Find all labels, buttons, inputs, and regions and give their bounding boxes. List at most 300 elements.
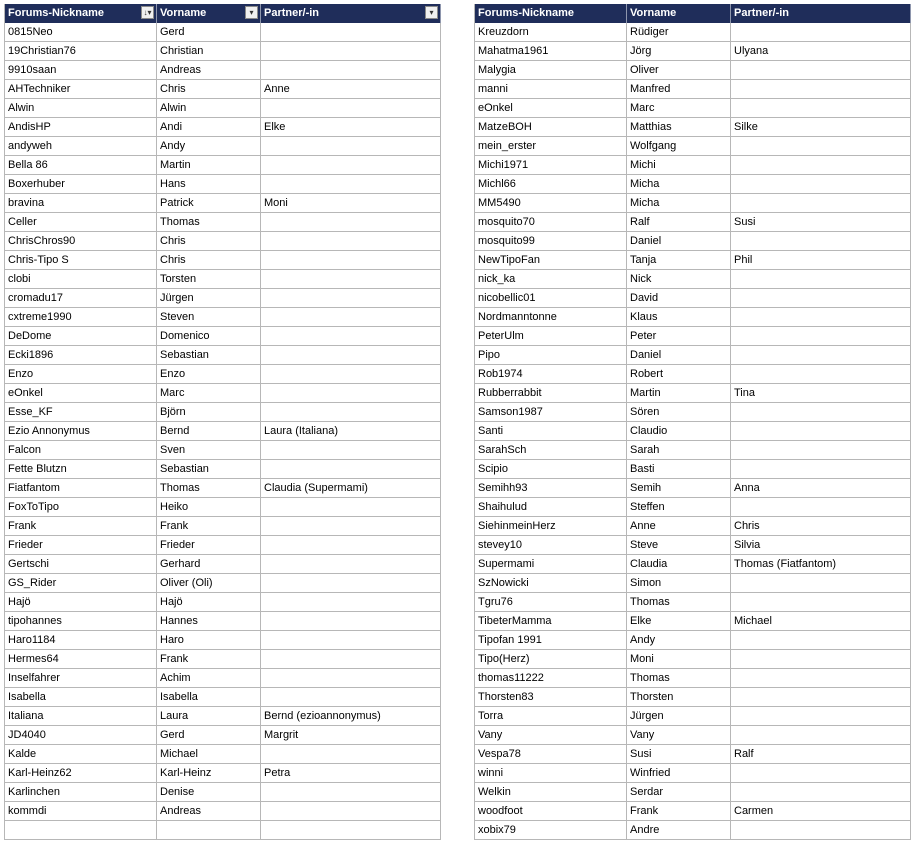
table-cell[interactable]	[731, 403, 911, 421]
table-cell[interactable]: Ulyana	[731, 42, 911, 60]
table-cell[interactable]	[731, 232, 911, 250]
table-row	[474, 384, 911, 403]
table-cell[interactable]: Claudio	[627, 422, 731, 440]
table-cell[interactable]: Semih	[627, 479, 731, 497]
table-cell[interactable]: Hans	[157, 175, 261, 193]
filter-dropdown-icon[interactable]: ▾	[245, 6, 258, 19]
right-table-body	[474, 23, 911, 840]
table-cell[interactable]	[731, 631, 911, 649]
table-row	[4, 669, 441, 688]
table-cell[interactable]: Silke	[731, 118, 911, 136]
table-cell[interactable]: Anne	[627, 517, 731, 535]
table-cell[interactable]	[731, 61, 911, 79]
table-cell[interactable]: Michael	[731, 612, 911, 630]
table-cell[interactable]: Nordmanntonne	[474, 308, 627, 326]
table-cell[interactable]: Thorsten	[627, 688, 731, 706]
table-cell[interactable]: Jürgen	[627, 707, 731, 725]
table-row	[474, 783, 911, 802]
header-cell[interactable]	[261, 4, 441, 23]
table-cell[interactable]: Susi	[627, 745, 731, 763]
table-cell[interactable]	[731, 308, 911, 326]
table-row	[474, 650, 911, 669]
table-cell[interactable]: Micha	[627, 194, 731, 212]
table-cell[interactable]: Martin	[627, 384, 731, 402]
header-label: Forums-Nickname	[478, 7, 574, 19]
table-cell[interactable]	[261, 536, 441, 554]
table-cell[interactable]	[261, 460, 441, 478]
table-cell[interactable]	[261, 213, 441, 231]
table-cell[interactable]	[731, 23, 911, 41]
table-cell[interactable]: FoxToTipo	[4, 498, 157, 516]
table-cell[interactable]: Jürgen	[157, 289, 261, 307]
table-cell[interactable]: Gerd	[157, 726, 261, 744]
sort-filter-icon[interactable]: ↓▾	[141, 6, 154, 19]
table-cell[interactable]: PeterUlm	[474, 327, 627, 345]
table-cell[interactable]	[731, 593, 911, 611]
table-cell[interactable]: Michi	[627, 156, 731, 174]
table-cell[interactable]	[261, 99, 441, 117]
table-cell[interactable]: tipohannes	[4, 612, 157, 630]
table-row	[4, 688, 441, 707]
table-cell[interactable]: Claudia	[627, 555, 731, 573]
table-cell[interactable]: Welkin	[474, 783, 627, 801]
table-cell[interactable]: SiehinmeinHerz	[474, 517, 627, 535]
table-row	[474, 802, 911, 821]
table-cell[interactable]: Boxerhuber	[4, 175, 157, 193]
table-cell[interactable]: Tina	[731, 384, 911, 402]
table-cell[interactable]: Achim	[157, 669, 261, 687]
table-cell[interactable]	[731, 441, 911, 459]
table-cell[interactable]: Andre	[627, 821, 731, 839]
table-cell[interactable]: Steven	[157, 308, 261, 326]
table-cell[interactable]: Domenico	[157, 327, 261, 345]
table-cell[interactable]: Chris	[157, 232, 261, 250]
table-cell[interactable]: Fiatfantom	[4, 479, 157, 497]
table-cell[interactable]: Hermes64	[4, 650, 157, 668]
table-cell[interactable]: Carmen	[731, 802, 911, 820]
table-cell[interactable]	[261, 308, 441, 326]
filter-dropdown-icon[interactable]: ▾	[425, 6, 438, 19]
table-cell[interactable]: Santi	[474, 422, 627, 440]
table-cell[interactable]: MM5490	[474, 194, 627, 212]
table-cell[interactable]: Thomas	[627, 593, 731, 611]
table-row	[4, 726, 441, 745]
table-cell[interactable]: Peter	[627, 327, 731, 345]
table-row	[474, 764, 911, 783]
table-cell[interactable]	[731, 726, 911, 744]
table-cell[interactable]: nicobellic01	[474, 289, 627, 307]
table-cell[interactable]: eOnkel	[474, 99, 627, 117]
table-row	[4, 251, 441, 270]
table-cell[interactable]: Sven	[157, 441, 261, 459]
table-cell[interactable]	[261, 346, 441, 364]
table-cell[interactable]	[731, 327, 911, 345]
table-cell[interactable]	[261, 156, 441, 174]
table-cell[interactable]: Ralf	[627, 213, 731, 231]
table-cell[interactable]: thomas11222	[474, 669, 627, 687]
table-cell[interactable]	[261, 555, 441, 573]
table-cell[interactable]	[261, 441, 441, 459]
table-cell[interactable]	[731, 422, 911, 440]
table-cell[interactable]	[261, 23, 441, 41]
table-cell[interactable]: woodfoot	[474, 802, 627, 820]
table-cell[interactable]: mosquito70	[474, 213, 627, 231]
table-cell[interactable]: 9910saan	[4, 61, 157, 79]
table-cell[interactable]: Frank	[627, 802, 731, 820]
table-cell[interactable]: Bella 86	[4, 156, 157, 174]
table-cell[interactable]	[731, 270, 911, 288]
table-cell[interactable]: Moni	[261, 194, 441, 212]
table-cell[interactable]: kommdi	[4, 802, 157, 820]
table-cell[interactable]: Frank	[4, 517, 157, 535]
table-cell[interactable]	[261, 593, 441, 611]
table-cell[interactable]: Enzo	[4, 365, 157, 383]
table-cell[interactable]: Anna	[731, 479, 911, 497]
table-cell[interactable]: Denise	[157, 783, 261, 801]
header-cell[interactable]	[157, 4, 261, 23]
table-cell[interactable]	[731, 80, 911, 98]
table-cell[interactable]: Tipo(Herz)	[474, 650, 627, 668]
table-row	[4, 99, 441, 118]
table-cell[interactable]: Simon	[627, 574, 731, 592]
table-cell[interactable]: Oliver (Oli)	[157, 574, 261, 592]
table-cell[interactable]: mein_erster	[474, 137, 627, 155]
header-label: Partner/-in	[734, 7, 790, 19]
table-cell[interactable]: GS_Rider	[4, 574, 157, 592]
table-cell[interactable]: Italiana	[4, 707, 157, 725]
table-cell[interactable]: Chris-Tipo S	[4, 251, 157, 269]
table-cell[interactable]: Ezio Annonymus	[4, 422, 157, 440]
table-cell[interactable]	[261, 688, 441, 706]
table-cell[interactable]: SarahSch	[474, 441, 627, 459]
table-cell[interactable]	[261, 384, 441, 402]
table-row	[4, 23, 441, 42]
table-cell[interactable]: Hajö	[4, 593, 157, 611]
table-cell[interactable]	[261, 137, 441, 155]
table-cell[interactable]: Moni	[627, 650, 731, 668]
table-cell[interactable]	[261, 783, 441, 801]
table-row	[4, 783, 441, 802]
table-cell[interactable]: Sarah	[627, 441, 731, 459]
table-row	[4, 612, 441, 631]
table-cell[interactable]: Laura (Italiana)	[261, 422, 441, 440]
table-cell[interactable]: mosquito99	[474, 232, 627, 250]
table-cell[interactable]: Frank	[157, 517, 261, 535]
table-cell[interactable]: Gertschi	[4, 555, 157, 573]
table-cell[interactable]: bravina	[4, 194, 157, 212]
table-cell[interactable]: Ecki1896	[4, 346, 157, 364]
table-cell[interactable]: Chris	[157, 80, 261, 98]
table-cell[interactable]: 19Christian76	[4, 42, 157, 60]
table-cell[interactable]	[261, 802, 441, 820]
table-cell[interactable]: Tipofan 1991	[474, 631, 627, 649]
table-cell[interactable]: Fette Blutzn	[4, 460, 157, 478]
table-cell[interactable]	[261, 232, 441, 250]
table-cell[interactable]: Oliver	[627, 61, 731, 79]
table-cell[interactable]	[261, 175, 441, 193]
table-cell[interactable]: Martin	[157, 156, 261, 174]
table-cell[interactable]: Matthias	[627, 118, 731, 136]
table-cell[interactable]	[731, 574, 911, 592]
table-cell[interactable]: Celler	[4, 213, 157, 231]
table-cell[interactable]	[731, 289, 911, 307]
table-cell[interactable]	[731, 460, 911, 478]
table-cell[interactable]	[261, 42, 441, 60]
table-cell[interactable]: andyweh	[4, 137, 157, 155]
table-cell[interactable]: Enzo	[157, 365, 261, 383]
table-cell[interactable]: David	[627, 289, 731, 307]
table-cell[interactable]: Jörg	[627, 42, 731, 60]
table-cell[interactable]	[731, 99, 911, 117]
table-row	[474, 631, 911, 650]
table-cell[interactable]: AHTechniker	[4, 80, 157, 98]
table-cell[interactable]: DeDome	[4, 327, 157, 345]
table-row	[474, 821, 911, 840]
table-cell[interactable]: Malygia	[474, 61, 627, 79]
table-cell[interactable]: Petra	[261, 764, 441, 782]
table-cell[interactable]: AndisHP	[4, 118, 157, 136]
table-row	[474, 23, 911, 42]
table-cell[interactable]	[261, 289, 441, 307]
table-cell[interactable]: Thomas	[157, 479, 261, 497]
table-cell[interactable]: Karl-Heinz62	[4, 764, 157, 782]
table-cell[interactable]: Inselfahrer	[4, 669, 157, 687]
table-cell[interactable]: Winfried	[627, 764, 731, 782]
table-cell[interactable]: Tgru76	[474, 593, 627, 611]
table-cell[interactable]	[261, 669, 441, 687]
table-cell[interactable]: Haro	[157, 631, 261, 649]
table-cell[interactable]	[731, 365, 911, 383]
table-cell[interactable]: Serdar	[627, 783, 731, 801]
table-cell[interactable]	[261, 745, 441, 763]
table-cell[interactable]: Karlinchen	[4, 783, 157, 801]
table-cell[interactable]: Esse_KF	[4, 403, 157, 421]
right-table	[474, 4, 911, 840]
table-cell[interactable]	[731, 783, 911, 801]
table-cell[interactable]	[731, 650, 911, 668]
table-cell[interactable]: Patrick	[157, 194, 261, 212]
header-cell[interactable]	[731, 4, 911, 23]
table-cell[interactable]	[731, 194, 911, 212]
table-cell[interactable]: Ralf	[731, 745, 911, 763]
table-cell[interactable]: Daniel	[627, 232, 731, 250]
table-cell[interactable]	[731, 707, 911, 725]
table-cell[interactable]: Sebastian	[157, 346, 261, 364]
table-cell[interactable]: Manfred	[627, 80, 731, 98]
table-cell[interactable]: Michael	[157, 745, 261, 763]
table-cell[interactable]: Frieder	[4, 536, 157, 554]
table-cell[interactable]	[4, 821, 157, 839]
table-cell[interactable]	[731, 498, 911, 516]
table-cell[interactable]: Wolfgang	[627, 137, 731, 155]
table-cell[interactable]: Rob1974	[474, 365, 627, 383]
table-cell[interactable]	[731, 346, 911, 364]
table-cell[interactable]: Andy	[157, 137, 261, 155]
table-cell[interactable]: Vany	[627, 726, 731, 744]
table-cell[interactable]: clobi	[4, 270, 157, 288]
table-row	[474, 403, 911, 422]
table-cell[interactable]: Tanja	[627, 251, 731, 269]
table-cell[interactable]: Steve	[627, 536, 731, 554]
table-cell[interactable]: winni	[474, 764, 627, 782]
table-cell[interactable]: Heiko	[157, 498, 261, 516]
table-cell[interactable]	[731, 669, 911, 687]
table-cell[interactable]: nick_ka	[474, 270, 627, 288]
table-cell[interactable]: Björn	[157, 403, 261, 421]
table-cell[interactable]	[731, 688, 911, 706]
table-cell[interactable]	[261, 612, 441, 630]
table-cell[interactable]	[261, 365, 441, 383]
table-cell[interactable]: Susi	[731, 213, 911, 231]
table-cell[interactable]: TibeterMamma	[474, 612, 627, 630]
table-cell[interactable]: Isabella	[4, 688, 157, 706]
table-cell[interactable]: Kreuzdorn	[474, 23, 627, 41]
table-cell[interactable]: cromadu17	[4, 289, 157, 307]
table-cell[interactable]: xobix79	[474, 821, 627, 839]
table-cell[interactable]	[261, 270, 441, 288]
table-row	[474, 726, 911, 745]
table-cell[interactable]	[731, 137, 911, 155]
table-cell[interactable]: Steffen	[627, 498, 731, 516]
table-cell[interactable]	[261, 327, 441, 345]
table-cell[interactable]: Scipio	[474, 460, 627, 478]
table-cell[interactable]: Michi1971	[474, 156, 627, 174]
table-row	[4, 460, 441, 479]
table-cell[interactable]: 0815Neo	[4, 23, 157, 41]
table-cell[interactable]: Christian	[157, 42, 261, 60]
table-cell[interactable]: Thomas (Fiatfantom)	[731, 555, 911, 573]
table-cell[interactable]	[157, 821, 261, 839]
table-cell[interactable]: Hajö	[157, 593, 261, 611]
table-cell[interactable]: Vany	[474, 726, 627, 744]
table-cell[interactable]: Samson1987	[474, 403, 627, 421]
table-cell[interactable]: Falcon	[4, 441, 157, 459]
table-cell[interactable]: Frieder	[157, 536, 261, 554]
table-cell[interactable]: Pipo	[474, 346, 627, 364]
table-cell[interactable]: Laura	[157, 707, 261, 725]
table-cell[interactable]: Gerhard	[157, 555, 261, 573]
table-row	[4, 61, 441, 80]
table-cell[interactable]: Thorsten83	[474, 688, 627, 706]
table-row	[474, 327, 911, 346]
table-cell[interactable]: Chris	[157, 251, 261, 269]
table-cell[interactable]: Elke	[627, 612, 731, 630]
table-cell[interactable]	[261, 821, 441, 839]
table-cell[interactable]: Elke	[261, 118, 441, 136]
table-cell[interactable]: Supermami	[474, 555, 627, 573]
table-cell[interactable]: Silvia	[731, 536, 911, 554]
table-cell[interactable]: Daniel	[627, 346, 731, 364]
table-cell[interactable]: Alwin	[4, 99, 157, 117]
table-cell[interactable]: Gerd	[157, 23, 261, 41]
table-cell[interactable]	[731, 821, 911, 839]
table-cell[interactable]: Andi	[157, 118, 261, 136]
table-row	[474, 232, 911, 251]
table-cell[interactable]	[261, 498, 441, 516]
table-cell[interactable]: Thomas	[627, 669, 731, 687]
table-row	[474, 194, 911, 213]
table-cell[interactable]: Hannes	[157, 612, 261, 630]
table-cell[interactable]	[261, 650, 441, 668]
table-cell[interactable]	[731, 156, 911, 174]
table-cell[interactable]: Thomas	[157, 213, 261, 231]
table-row	[474, 99, 911, 118]
table-cell[interactable]: Rüdiger	[627, 23, 731, 41]
table-cell[interactable]: Klaus	[627, 308, 731, 326]
table-cell[interactable]: MatzeBOH	[474, 118, 627, 136]
table-cell[interactable]: SzNowicki	[474, 574, 627, 592]
table-cell[interactable]: Vespa78	[474, 745, 627, 763]
table-cell[interactable]: Andreas	[157, 61, 261, 79]
table-cell[interactable]: Claudia (Supermami)	[261, 479, 441, 497]
table-cell[interactable]: Michl66	[474, 175, 627, 193]
table-cell[interactable]: JD4040	[4, 726, 157, 744]
table-cell[interactable]: Bernd	[157, 422, 261, 440]
header-cell[interactable]	[474, 4, 627, 23]
table-cell[interactable]: Robert	[627, 365, 731, 383]
table-cell[interactable]: cxtreme1990	[4, 308, 157, 326]
table-cell[interactable]: Haro1184	[4, 631, 157, 649]
table-cell[interactable]	[261, 517, 441, 535]
table-cell[interactable]: Anne	[261, 80, 441, 98]
table-cell[interactable]: eOnkel	[4, 384, 157, 402]
table-cell[interactable]: Phil	[731, 251, 911, 269]
table-cell[interactable]: Kalde	[4, 745, 157, 763]
table-row	[4, 213, 441, 232]
table-cell[interactable]	[261, 403, 441, 421]
table-row	[4, 42, 441, 61]
table-cell[interactable]: Isabella	[157, 688, 261, 706]
table-row	[474, 118, 911, 137]
table-cell[interactable]: Sören	[627, 403, 731, 421]
table-cell[interactable]: Shaihulud	[474, 498, 627, 516]
table-cell[interactable]: Torra	[474, 707, 627, 725]
table-cell[interactable]: Semihh93	[474, 479, 627, 497]
table-cell[interactable]: Basti	[627, 460, 731, 478]
table-cell[interactable]	[261, 251, 441, 269]
table-cell[interactable]: Nick	[627, 270, 731, 288]
table-cell[interactable]	[731, 764, 911, 782]
table-cell[interactable]: Andy	[627, 631, 731, 649]
table-cell[interactable]	[261, 631, 441, 649]
table-cell[interactable]: Sebastian	[157, 460, 261, 478]
header-cell[interactable]	[627, 4, 731, 23]
table-cell[interactable]: ChrisChros90	[4, 232, 157, 250]
table-cell[interactable]	[731, 175, 911, 193]
table-cell[interactable]: Marc	[627, 99, 731, 117]
table-cell[interactable]: Chris	[731, 517, 911, 535]
table-cell[interactable]	[261, 574, 441, 592]
table-cell[interactable]: Alwin	[157, 99, 261, 117]
table-cell[interactable]: Bernd (ezioannonymus)	[261, 707, 441, 725]
table-cell[interactable]: Andreas	[157, 802, 261, 820]
table-cell[interactable]	[261, 61, 441, 79]
table-cell[interactable]: NewTipoFan	[474, 251, 627, 269]
table-row	[4, 327, 441, 346]
header-cell[interactable]	[4, 4, 157, 23]
table-cell[interactable]: Margrit	[261, 726, 441, 744]
table-cell[interactable]: Rubberrabbit	[474, 384, 627, 402]
table-cell[interactable]: stevey10	[474, 536, 627, 554]
table-cell[interactable]: Micha	[627, 175, 731, 193]
table-cell[interactable]: Karl-Heinz	[157, 764, 261, 782]
table-row	[4, 156, 441, 175]
table-cell[interactable]: Marc	[157, 384, 261, 402]
table-cell[interactable]: Mahatma1961	[474, 42, 627, 60]
table-cell[interactable]: manni	[474, 80, 627, 98]
table-cell[interactable]: Frank	[157, 650, 261, 668]
table-cell[interactable]: Torsten	[157, 270, 261, 288]
